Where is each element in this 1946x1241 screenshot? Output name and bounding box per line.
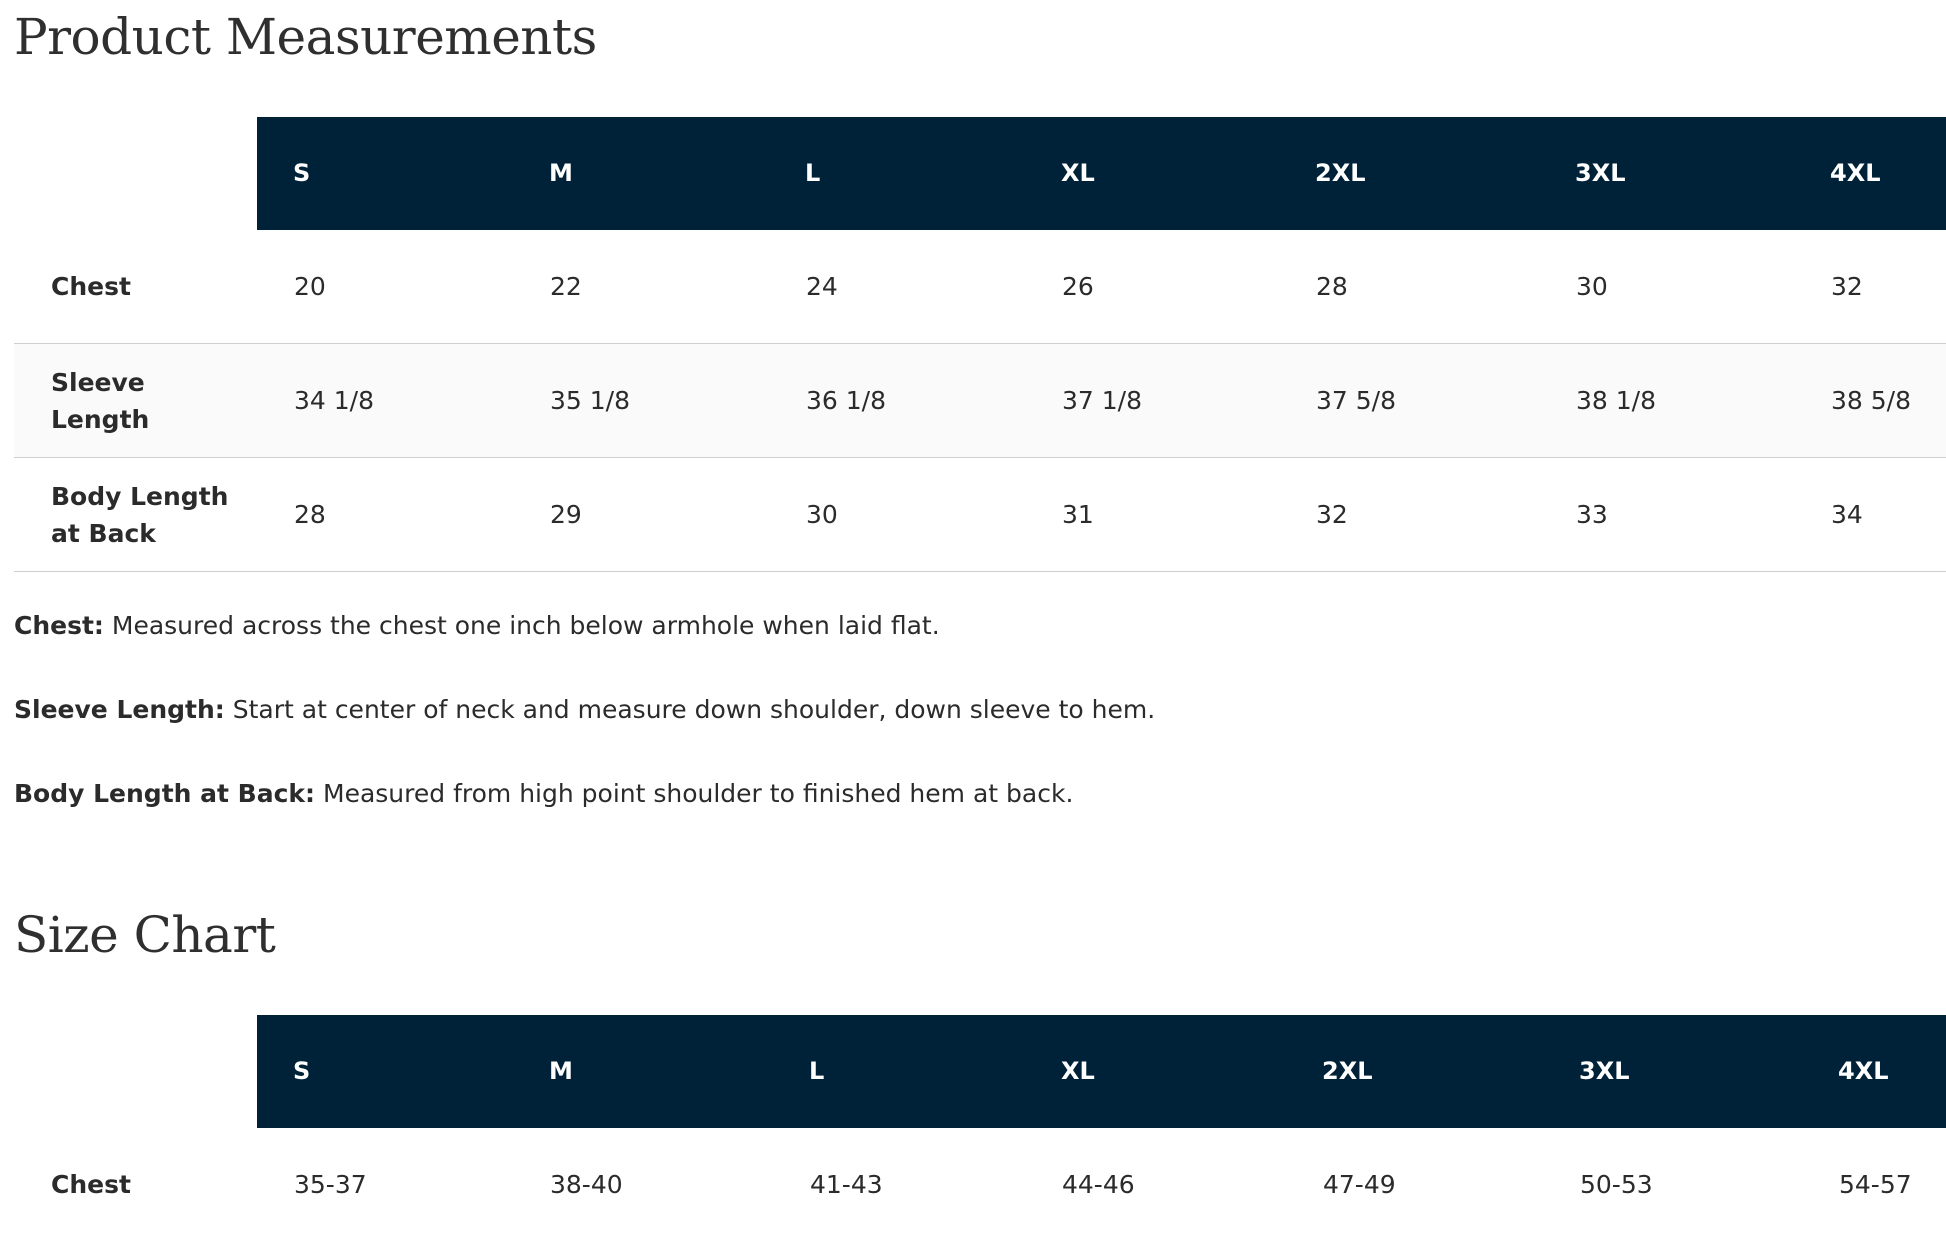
- table-cell: 50-53: [1580, 1170, 1653, 1199]
- table-cell: 37 1/8: [1062, 386, 1142, 415]
- row-label: Chest: [51, 1170, 131, 1199]
- table-cell: 30: [1576, 272, 1608, 301]
- table-cell: 47-49: [1323, 1170, 1396, 1199]
- header-size-4xl: 4XL: [1838, 1057, 1889, 1085]
- table-row-body-length: [14, 458, 1946, 572]
- table-header: [257, 117, 1946, 230]
- header-size-xl: XL: [1061, 159, 1095, 187]
- table-cell: 32: [1316, 500, 1348, 529]
- table-cell: 36 1/8: [806, 386, 886, 415]
- table-cell: 35 1/8: [550, 386, 630, 415]
- row-label: Sleeve Length: [51, 367, 150, 434]
- header-size-l: L: [805, 159, 821, 187]
- header-size-l: L: [809, 1057, 825, 1085]
- table-cell: 38 5/8: [1831, 386, 1911, 415]
- table-cell: 32: [1831, 272, 1863, 301]
- table-cell: 37 5/8: [1316, 386, 1396, 415]
- header-size-3xl: 3XL: [1575, 159, 1626, 187]
- table-cell: 35-37: [294, 1170, 367, 1199]
- header-size-xl: XL: [1061, 1057, 1095, 1085]
- table-cell: 29: [550, 500, 582, 529]
- table-row-chest: [14, 230, 1946, 344]
- table-cell: 38 1/8: [1576, 386, 1656, 415]
- header-size-m: M: [549, 159, 573, 187]
- header-size-m: M: [549, 1057, 573, 1085]
- table-cell: 22: [550, 272, 582, 301]
- table-cell: 28: [294, 500, 326, 529]
- table-cell: 34 1/8: [294, 386, 374, 415]
- row-label: Body Length at Back: [51, 481, 229, 548]
- header-size-4xl: 4XL: [1830, 159, 1881, 187]
- header-size-s: S: [293, 159, 311, 187]
- table-cell: 30: [806, 500, 838, 529]
- header-size-2xl: 2XL: [1315, 159, 1366, 187]
- table-row-sleeve-length: [14, 344, 1946, 458]
- note-sleeve-length: Sleeve Length: Start at center of neck and measure down shoulder, down sleeve to hem.: [14, 695, 1156, 724]
- table-cell: 20: [294, 272, 326, 301]
- note-chest: Chest: Measured across the chest one inch below armhole when laid flat.: [14, 611, 940, 640]
- header-size-2xl: 2XL: [1322, 1057, 1373, 1085]
- note-body-length: Body Length at Back: Measured from high point shoulder to finished hem at back.: [14, 779, 1074, 808]
- table-cell: 24: [806, 272, 838, 301]
- table-row-chest: [14, 1128, 1946, 1241]
- table-cell: 26: [1062, 272, 1094, 301]
- table-cell: 28: [1316, 272, 1348, 301]
- header-size-3xl: 3XL: [1579, 1057, 1630, 1085]
- table-cell: 34: [1831, 500, 1863, 529]
- table-header: [257, 1015, 1946, 1128]
- table-cell: 33: [1576, 500, 1608, 529]
- size-chart-title: Size Chart: [14, 906, 276, 964]
- header-size-s: S: [293, 1057, 311, 1085]
- product-measurements-title: Product Measurements: [14, 8, 597, 66]
- table-cell: 54-57: [1839, 1170, 1912, 1199]
- table-cell: 44-46: [1062, 1170, 1135, 1199]
- table-cell: 41-43: [810, 1170, 883, 1199]
- row-label: Chest: [51, 272, 131, 301]
- table-cell: 38-40: [550, 1170, 623, 1199]
- table-cell: 31: [1062, 500, 1094, 529]
